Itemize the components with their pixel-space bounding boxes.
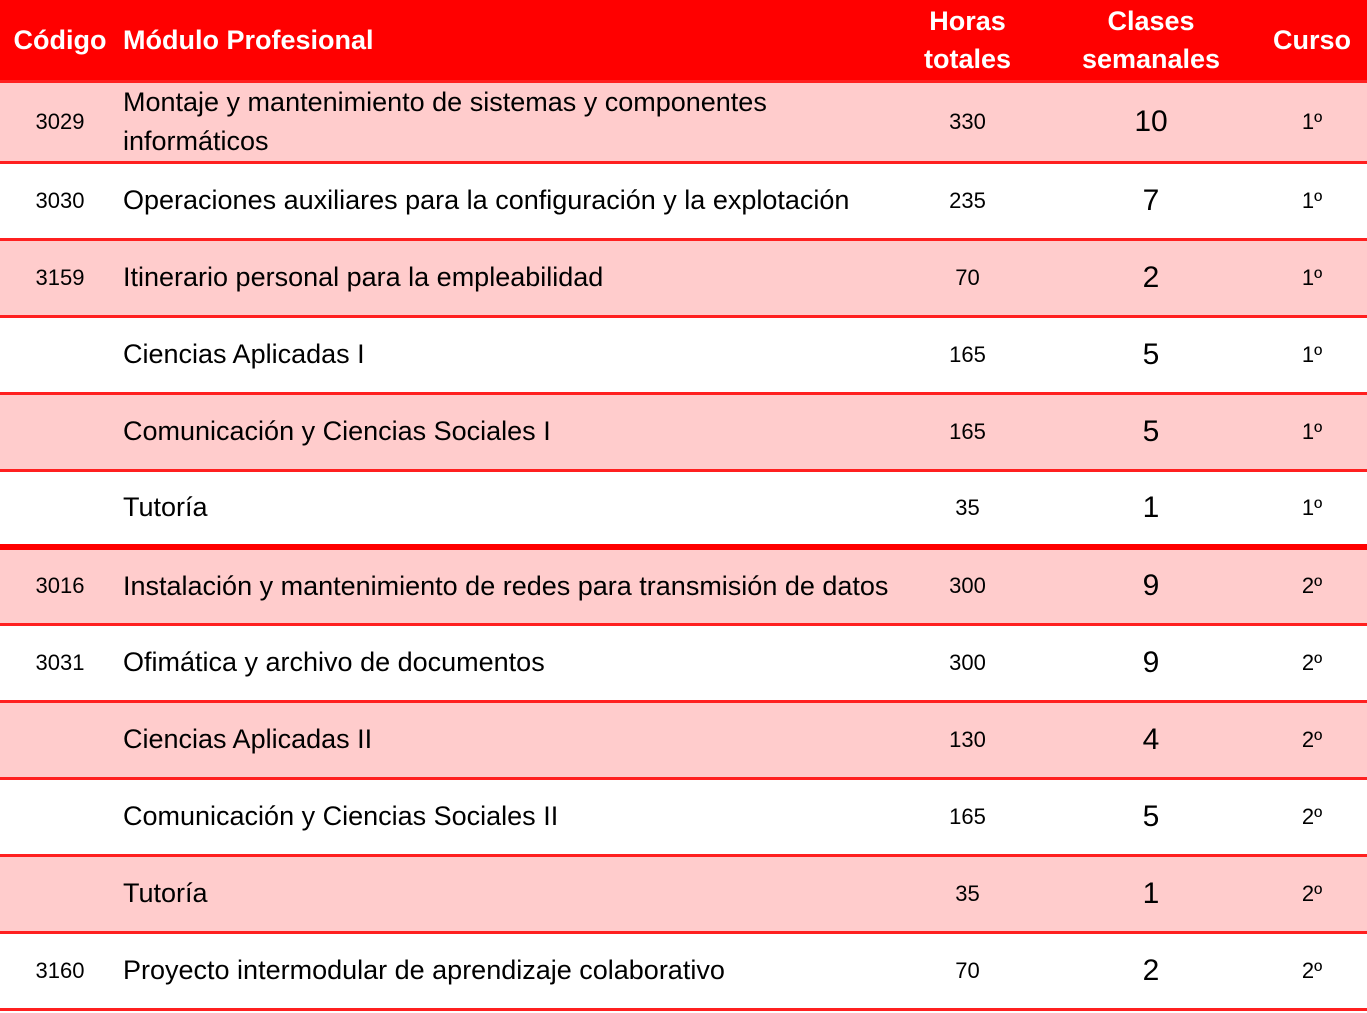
table-row xyxy=(0,162,1367,239)
row-code: 3029 xyxy=(35,108,85,134)
row-module: Ciencias Aplicadas I xyxy=(123,339,365,369)
row-course: 2º xyxy=(1301,649,1323,675)
row-code: 3030 xyxy=(35,187,85,213)
row-hours: 70 xyxy=(955,957,980,983)
row-course: 2º xyxy=(1301,573,1323,599)
row-classes: 5 xyxy=(1142,414,1160,448)
table-row xyxy=(0,855,1367,932)
row-code xyxy=(0,470,120,547)
table-row xyxy=(0,624,1367,701)
header-code: Código xyxy=(13,24,107,55)
row-classes: 5 xyxy=(1142,337,1160,371)
row-code: 3016 xyxy=(35,573,85,599)
row-module: Itinerario personal para la empleabilidad xyxy=(123,262,604,292)
row-classes: 7 xyxy=(1142,183,1160,217)
row-hours: 300 xyxy=(949,573,986,599)
row-code: 3031 xyxy=(35,649,85,675)
row-hours: 300 xyxy=(949,649,986,675)
row-course: 2º xyxy=(1301,957,1323,983)
row-course: 2º xyxy=(1301,880,1323,906)
row-module: Proyecto intermodular de aprendizaje colaborativo xyxy=(123,955,725,985)
table-row xyxy=(0,547,1367,624)
row-hours: 165 xyxy=(949,341,986,367)
table-header-row xyxy=(0,0,1367,81)
row-code: 3159 xyxy=(35,264,85,290)
row-code xyxy=(0,393,120,470)
header-hours: Horas totales xyxy=(923,5,1012,74)
row-course: 1º xyxy=(1301,418,1323,444)
row-hours: 165 xyxy=(949,418,986,444)
row-course: 1º xyxy=(1301,341,1323,367)
row-classes: 2 xyxy=(1142,260,1160,294)
row-code: 3160 xyxy=(35,957,85,983)
row-module: Comunicación y Ciencias Sociales II xyxy=(123,801,559,831)
table-row xyxy=(0,470,1367,547)
header-course: Curso xyxy=(1272,24,1351,55)
row-classes: 4 xyxy=(1142,722,1160,756)
row-hours: 330 xyxy=(949,108,986,134)
row-code xyxy=(0,316,120,393)
row-hours: 35 xyxy=(955,880,980,906)
row-course: 2º xyxy=(1301,803,1323,829)
row-course: 1º xyxy=(1301,108,1323,134)
row-hours: 165 xyxy=(949,803,986,829)
table-row xyxy=(0,239,1367,316)
table-row xyxy=(0,393,1367,470)
row-module: Ofimática y archivo de documentos xyxy=(123,647,545,677)
row-module: Ciencias Aplicadas II xyxy=(123,724,373,754)
row-hours: 235 xyxy=(949,187,986,213)
row-course: 1º xyxy=(1301,494,1323,520)
row-course: 1º xyxy=(1301,264,1323,290)
row-hours: 130 xyxy=(949,726,986,752)
table-row xyxy=(0,778,1367,855)
row-code xyxy=(0,701,120,778)
row-module: Tutoría xyxy=(123,878,208,908)
table-row xyxy=(0,81,1367,162)
row-course: 2º xyxy=(1301,726,1323,752)
row-hours: 35 xyxy=(955,494,980,520)
row-module: Montaje y mantenimiento de sistemas y componentes informáticos xyxy=(123,86,767,156)
row-module: Comunicación y Ciencias Sociales I xyxy=(123,416,551,446)
row-classes: 10 xyxy=(1134,104,1168,138)
header-classes: Clases semanales xyxy=(1081,5,1221,74)
row-module: Tutoría xyxy=(123,492,208,523)
table-row xyxy=(0,932,1367,1009)
row-module: Operaciones auxiliares para la configuración y la explotación xyxy=(123,185,850,215)
row-classes: 2 xyxy=(1142,953,1160,987)
row-hours: 70 xyxy=(955,264,980,290)
header-module: Módulo Profesional xyxy=(123,24,374,55)
row-classes: 5 xyxy=(1142,799,1160,833)
row-code xyxy=(0,778,120,855)
table-row xyxy=(0,701,1367,778)
row-classes: 1 xyxy=(1142,876,1160,910)
row-course: 1º xyxy=(1301,187,1323,213)
row-classes: 9 xyxy=(1142,569,1160,603)
row-classes: 1 xyxy=(1142,490,1160,524)
row-code xyxy=(0,855,120,932)
table-row xyxy=(0,316,1367,393)
row-module: Instalación y mantenimiento de redes para transmisión de datos xyxy=(123,570,889,601)
row-classes: 9 xyxy=(1142,645,1160,679)
